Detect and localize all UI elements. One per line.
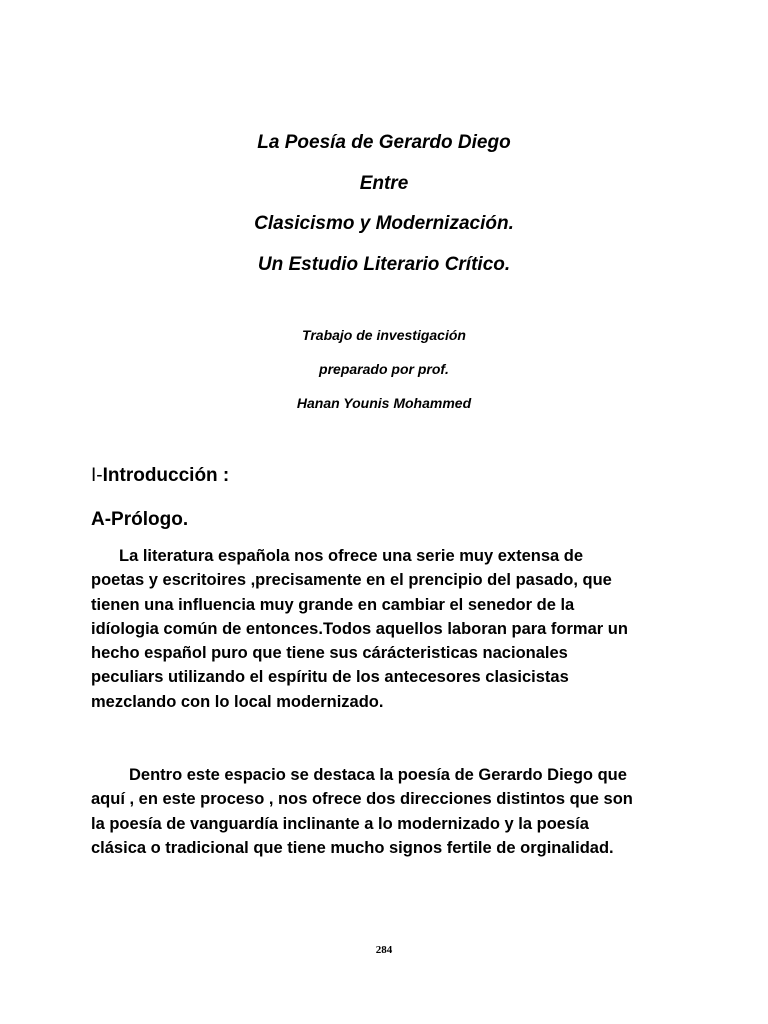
paragraph-line: la poesía de vanguardía inclinante a lo modernizado y la poesía <box>91 814 589 833</box>
body-paragraph <box>91 544 691 714</box>
paragraph-line: hecho español puro que tiene sus cárácteristicas nacionales <box>91 644 568 663</box>
byline-line: Trabajo de investigación <box>302 327 466 343</box>
document-title <box>0 129 768 291</box>
section-title: Introducción : <box>102 465 230 486</box>
title-line: Un Estudio Literario Crítico. <box>257 253 511 275</box>
paragraph-line: La literatura española nos ofrece una serie muy extensa de <box>119 547 584 565</box>
paragraph-line: clásica o tradicional que tiene mucho signos fertile de orginalidad. <box>91 838 614 857</box>
title-line: Clasicismo y Modernización. <box>254 213 514 234</box>
paragraph-line: poetas y escritoires ,precisamente en el prencipio del pasado, que <box>91 571 612 590</box>
body-paragraph <box>91 763 691 860</box>
title-line: La Poesía de Gerardo Diego <box>257 132 511 153</box>
paragraph-line: peculiars utilizando el espíritu de los antecesores clasicistas <box>91 668 569 687</box>
paragraph-line: aquí , en este proceso , nos ofrece dos direcciones distintos que son <box>91 790 633 809</box>
author-byline <box>0 325 768 427</box>
byline-line: Hanan Younis Mohammed <box>296 395 472 411</box>
title-line: Entre <box>359 172 409 194</box>
section-number: I- <box>91 465 103 486</box>
paragraph-line: mezclando con lo local modernizado. <box>91 692 384 711</box>
paragraph-line: idíologia común de entonces.Todos aquellos laboran para formar un <box>91 619 628 638</box>
page-number: 284 <box>375 944 393 956</box>
paragraph-line: tienen una influencia muy grande en cambiar el senedor de la <box>91 595 575 614</box>
section-heading-introduction <box>91 465 229 487</box>
byline-line: preparado por prof. <box>319 361 449 377</box>
paragraph-line: Dentro este espacio se destaca la poesía de Gerardo Diego que <box>129 766 627 784</box>
subsection-heading-prologue: A-Prólogo. <box>91 509 189 530</box>
